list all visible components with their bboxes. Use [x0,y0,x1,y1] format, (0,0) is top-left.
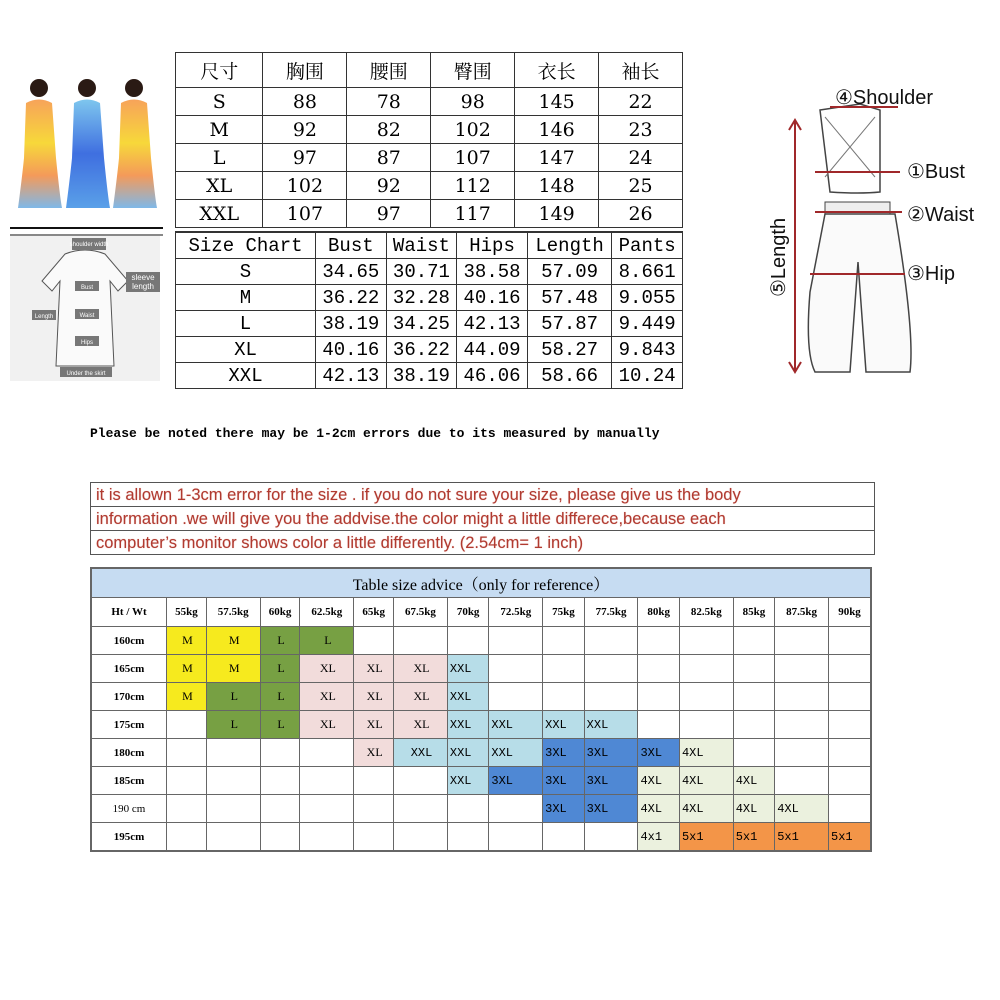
size-cell [775,739,829,767]
table-cell: 25 [599,172,683,200]
size-cell: 4XL [733,795,775,823]
table-cell: 42.13 [457,311,528,337]
height-header: 190 cm [91,795,167,823]
size-cell [354,795,394,823]
table-cell: 92 [263,116,347,144]
notice-line: it is allown 1-3cm error for the size . if you do not sure your size, please give us the body [91,483,874,507]
height-row [91,823,871,852]
size-cell: 3XL [584,795,638,823]
table-row [176,337,683,363]
size-cell: M [206,627,260,655]
size-cell [489,655,543,683]
size-cell [638,627,680,655]
weight-header: 70kg [447,598,489,627]
weight-header-row [91,598,871,627]
size-cell [260,767,300,795]
size-cell: XXL [447,739,489,767]
size-cell: 4x1 [638,823,680,852]
size-cell [829,711,872,739]
table-cell: 30.71 [386,259,457,285]
size-cell [775,767,829,795]
size-cell [206,739,260,767]
size-cell: XL [300,711,354,739]
size-cell: M [167,627,207,655]
column-header: 臀围 [431,53,515,88]
table-cell: 97 [263,144,347,172]
size-cell [260,823,300,852]
size-cell [829,627,872,655]
size-cell: XXL [489,739,543,767]
size-cell [775,655,829,683]
svg-text:③Hip: ③Hip [907,263,955,285]
size-cell: XXL [447,655,489,683]
height-header: 170cm [91,683,167,711]
size-label: L [176,311,316,337]
weight-header: 65kg [354,598,394,627]
table-row [176,88,683,116]
size-cell [167,711,207,739]
size-cell [775,683,829,711]
table-cell: 57.48 [527,285,612,311]
size-cell: XXL [543,711,585,739]
table-cell: 34.65 [316,259,387,285]
table-cell: 57.09 [527,259,612,285]
table-cell: 38.19 [386,363,457,389]
size-cell [733,739,775,767]
table-cell: 82 [347,116,431,144]
size-label: XL [176,172,263,200]
size-cell [489,795,543,823]
size-cell [489,683,543,711]
size-cell: 3XL [489,767,543,795]
table-cell: 112 [431,172,515,200]
size-cell: 5x1 [679,823,733,852]
size-cell [584,683,638,711]
table-cell: 107 [431,144,515,172]
size-cell [354,823,394,852]
svg-text:Hips: Hips [80,340,94,346]
size-cell [394,795,448,823]
size-cell: 4XL [733,767,775,795]
table-cell: 9.449 [612,311,683,337]
column-header: 衣长 [515,53,599,88]
weight-header: 62.5kg [300,598,354,627]
dress-measurement-sketch [10,236,160,381]
size-cell [638,711,680,739]
size-cell: 3XL [543,739,585,767]
table-cell: 44.09 [457,337,528,363]
size-cell: XL [354,655,394,683]
table-row [176,259,683,285]
svg-text:Under the skirt: Under the skirt [66,371,106,377]
size-cell: XXL [447,711,489,739]
column-header: Bust [316,232,387,259]
size-cell [300,739,354,767]
weight-header: 80kg [638,598,680,627]
size-cell [300,823,354,852]
size-advice-table [90,567,872,852]
notice-line: information .we will give you the addvise.the color might a little differece,because each [91,507,874,531]
height-row [91,683,871,711]
size-cell: XL [354,683,394,711]
table-cell: 117 [431,200,515,228]
weight-header: 75kg [543,598,585,627]
table-cell: 58.27 [527,337,612,363]
size-cell [394,627,448,655]
size-cell [733,627,775,655]
table-cell: 57.87 [527,311,612,337]
size-cell [775,711,829,739]
size-cell: XL [394,711,448,739]
size-cell: XXL [447,683,489,711]
size-label: M [176,285,316,311]
size-cell [394,767,448,795]
size-cell [447,823,489,852]
size-label: XXL [176,200,263,228]
size-cell [206,767,260,795]
table-row [176,363,683,389]
size-cell [775,627,829,655]
size-label: M [176,116,263,144]
table-row [176,311,683,337]
weight-header: 85kg [733,598,775,627]
size-cell: M [167,655,207,683]
size-cell [543,683,585,711]
size-cell [206,795,260,823]
size-cell: 4XL [679,795,733,823]
svg-text:Length: Length [34,314,54,320]
size-cell: M [167,683,207,711]
table-cell: 42.13 [316,363,387,389]
size-cell [829,795,872,823]
size-cell: 3XL [543,767,585,795]
weight-header: 57.5kg [206,598,260,627]
table-cell: 97 [347,200,431,228]
table-cell: 40.16 [316,337,387,363]
height-row [91,739,871,767]
size-label: S [176,259,316,285]
size-cell [260,739,300,767]
table-cell: 145 [515,88,599,116]
table-cell: 148 [515,172,599,200]
size-cell: L [260,711,300,739]
measurement-note: Please be noted there may be 1-2cm errors due to its measured by manually [90,426,660,441]
weight-header: 60kg [260,598,300,627]
svg-text:①Bust: ①Bust [907,161,965,183]
size-cell: XL [300,683,354,711]
column-header: Size Chart [176,232,316,259]
size-cell: XXL [394,739,448,767]
column-header: Waist [386,232,457,259]
height-header: 195cm [91,823,167,852]
size-cell: L [260,627,300,655]
size-cell [167,767,207,795]
table-cell: 8.661 [612,259,683,285]
table-cell: 36.22 [316,285,387,311]
table-cell: 107 [263,200,347,228]
size-cell [206,823,260,852]
size-cell [829,739,872,767]
size-cell: 3XL [584,739,638,767]
size-cell: XL [300,655,354,683]
size-label: S [176,88,263,116]
table-cell: 78 [347,88,431,116]
table-row [176,172,683,200]
size-cell: XXL [489,711,543,739]
size-cell: 5x1 [829,823,872,852]
height-row [91,655,871,683]
corner-header: Ht / Wt [91,598,167,627]
height-row [91,627,871,655]
table-cell: 32.28 [386,285,457,311]
table-cell: 102 [263,172,347,200]
size-cell: XL [354,711,394,739]
table-cell: 22 [599,88,683,116]
table-row [176,285,683,311]
size-cell [167,823,207,852]
size-cell [394,823,448,852]
size-cell [543,627,585,655]
svg-text:shoulder width: shoulder width [69,242,109,248]
table-cell: 24 [599,144,683,172]
table-cell: 88 [263,88,347,116]
weight-header: 72.5kg [489,598,543,627]
size-cell: XXL [584,711,638,739]
table-cell: 147 [515,144,599,172]
table-cell: 87 [347,144,431,172]
table-cell: 92 [347,172,431,200]
height-row [91,795,871,823]
size-cell: L [206,683,260,711]
size-cell: XXL [447,767,489,795]
size-cell: L [260,655,300,683]
table-cell: 36.22 [386,337,457,363]
table-cell: 23 [599,116,683,144]
size-cell: 4XL [679,739,733,767]
size-label: XXL [176,363,316,389]
table-cell: 9.055 [612,285,683,311]
size-table-inch [175,231,683,389]
size-cell: XL [394,655,448,683]
size-cell: 4XL [638,767,680,795]
table-cell: 38.58 [457,259,528,285]
height-header: 185cm [91,767,167,795]
size-cell [354,627,394,655]
svg-text:Bust: Bust [80,285,94,291]
divider [10,227,163,236]
size-cell [260,795,300,823]
size-cell [679,655,733,683]
column-header: 胸围 [263,53,347,88]
product-photo-tie-dye-dresses [12,68,162,213]
weight-header: 55kg [167,598,207,627]
size-cell: 3XL [543,795,585,823]
size-cell [300,795,354,823]
jumpsuit-measurement-diagram [770,82,995,382]
table-title-row [91,568,871,598]
size-cell: L [206,711,260,739]
size-cell: 5x1 [775,823,829,852]
table-cell: 46.06 [457,363,528,389]
size-advice-notice [90,482,875,555]
weight-header: 90kg [829,598,872,627]
size-cell [733,711,775,739]
size-cell [167,795,207,823]
size-cell: L [260,683,300,711]
table-cell: 10.24 [612,363,683,389]
weight-header: 82.5kg [679,598,733,627]
size-cell [679,627,733,655]
column-header: 腰围 [347,53,431,88]
table-cell: 102 [431,116,515,144]
svg-text:⑤Length: ⑤Length [770,217,790,297]
table-cell: 9.843 [612,337,683,363]
table-row [176,200,683,228]
size-cell: XL [394,683,448,711]
size-cell [354,767,394,795]
table-title: Table size advice（only for reference） [91,568,871,598]
size-cell [733,683,775,711]
size-cell [679,711,733,739]
size-cell: M [206,655,260,683]
size-cell [489,627,543,655]
svg-text:Waist: Waist [79,313,95,319]
size-cell [733,655,775,683]
size-cell [829,655,872,683]
size-cell: 4XL [679,767,733,795]
size-cell [584,823,638,852]
height-header: 160cm [91,627,167,655]
size-cell [679,683,733,711]
size-cell: 3XL [584,767,638,795]
table-cell: 146 [515,116,599,144]
size-cell [543,823,585,852]
size-cell [584,655,638,683]
table-cell: 98 [431,88,515,116]
size-cell: 5x1 [733,823,775,852]
size-cell [447,795,489,823]
size-cell [829,767,872,795]
weight-header: 67.5kg [394,598,448,627]
size-cell [489,823,543,852]
table-row [176,144,683,172]
table-cell: 40.16 [457,285,528,311]
height-header: 180cm [91,739,167,767]
column-header: 尺寸 [176,53,263,88]
size-cell: 3XL [638,739,680,767]
table-row [176,116,683,144]
size-cell [447,627,489,655]
sleeve-length-label: sleeve length [126,272,160,292]
size-label: XL [176,337,316,363]
size-cell [829,683,872,711]
table-header-row [176,53,683,88]
size-table-cm [175,52,683,228]
size-cell: 4XL [775,795,829,823]
table-header-row [176,232,683,259]
size-cell [543,655,585,683]
height-header: 175cm [91,711,167,739]
column-header: Hips [457,232,528,259]
column-header: Length [527,232,612,259]
size-cell [584,627,638,655]
table-cell: 38.19 [316,311,387,337]
size-cell [638,683,680,711]
svg-text:④Shoulder: ④Shoulder [835,87,933,109]
size-cell [300,767,354,795]
table-cell: 58.66 [527,363,612,389]
notice-line: computer’s monitor shows color a little differently. (2.54cm= 1 inch) [96,534,584,552]
height-row [91,711,871,739]
table-cell: 34.25 [386,311,457,337]
table-cell: 149 [515,200,599,228]
svg-text:②Waist: ②Waist [907,204,975,226]
weight-header: 87.5kg [775,598,829,627]
size-cell [167,739,207,767]
size-cell: 4XL [638,795,680,823]
weight-header: 77.5kg [584,598,638,627]
size-cell: L [300,627,354,655]
height-row [91,767,871,795]
size-cell: XL [354,739,394,767]
column-header: Pants [612,232,683,259]
size-label: L [176,144,263,172]
height-header: 165cm [91,655,167,683]
table-cell: 26 [599,200,683,228]
size-cell [638,655,680,683]
column-header: 袖长 [599,53,683,88]
